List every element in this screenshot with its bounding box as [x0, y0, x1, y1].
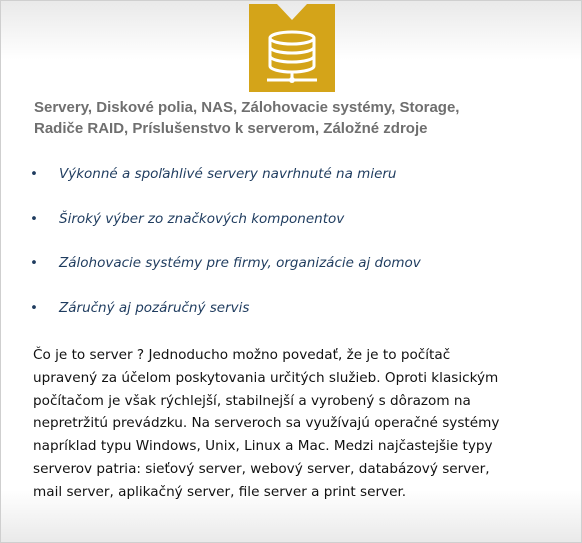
bullet-icon: •: [30, 299, 38, 316]
bullet-icon: •: [30, 166, 38, 182]
page-heading: [34, 97, 564, 139]
feature-text: Široký výber zo značkových komponentov: [59, 210, 345, 227]
bullet-icon: •: [30, 255, 38, 271]
paragraph-line: napríklad typu Windows, Unix, Linux a Mac. Medzi najčastejšie typy: [33, 438, 493, 455]
feature-text: Výkonné a spoľahlivé servery navrhnuté na mieru: [59, 166, 397, 182]
feature-text: Záručný aj pozáručný servis: [59, 299, 250, 316]
server-description: [33, 344, 573, 504]
paragraph-line: serverov patria: sieťový server, webový server, databázový server,: [33, 460, 490, 477]
paragraph-line: Čo je to server ? Jednoducho možno povedať, že je to počítač: [33, 347, 451, 363]
heading-line-2: Radiče RAID, Príslušenstvo k serverom, Záložné zdroje: [34, 120, 428, 137]
paragraph-line: nepretržitú prevádzku. Na serveroch sa využívajú operačné systémy: [33, 415, 500, 432]
logo: [249, 4, 335, 92]
paragraph-line: mail server, aplikačný server, file server a print server.: [33, 483, 407, 500]
bullet-icon: •: [30, 210, 38, 227]
database-server-icon: [249, 4, 335, 92]
heading-line-1: Servery, Diskové polia, NAS, Zálohovacie systémy, Storage,: [34, 99, 460, 116]
paragraph-line: upravený za účelom poskytovania určitých služieb. Oproti klasickým: [33, 369, 499, 386]
feature-text: Zálohovacie systémy pre firmy, organizácie aj domov: [59, 255, 421, 271]
paragraph-line: počítačom je však rýchlejší, stabilnejší a vyrobený s dôrazom na: [33, 392, 471, 409]
